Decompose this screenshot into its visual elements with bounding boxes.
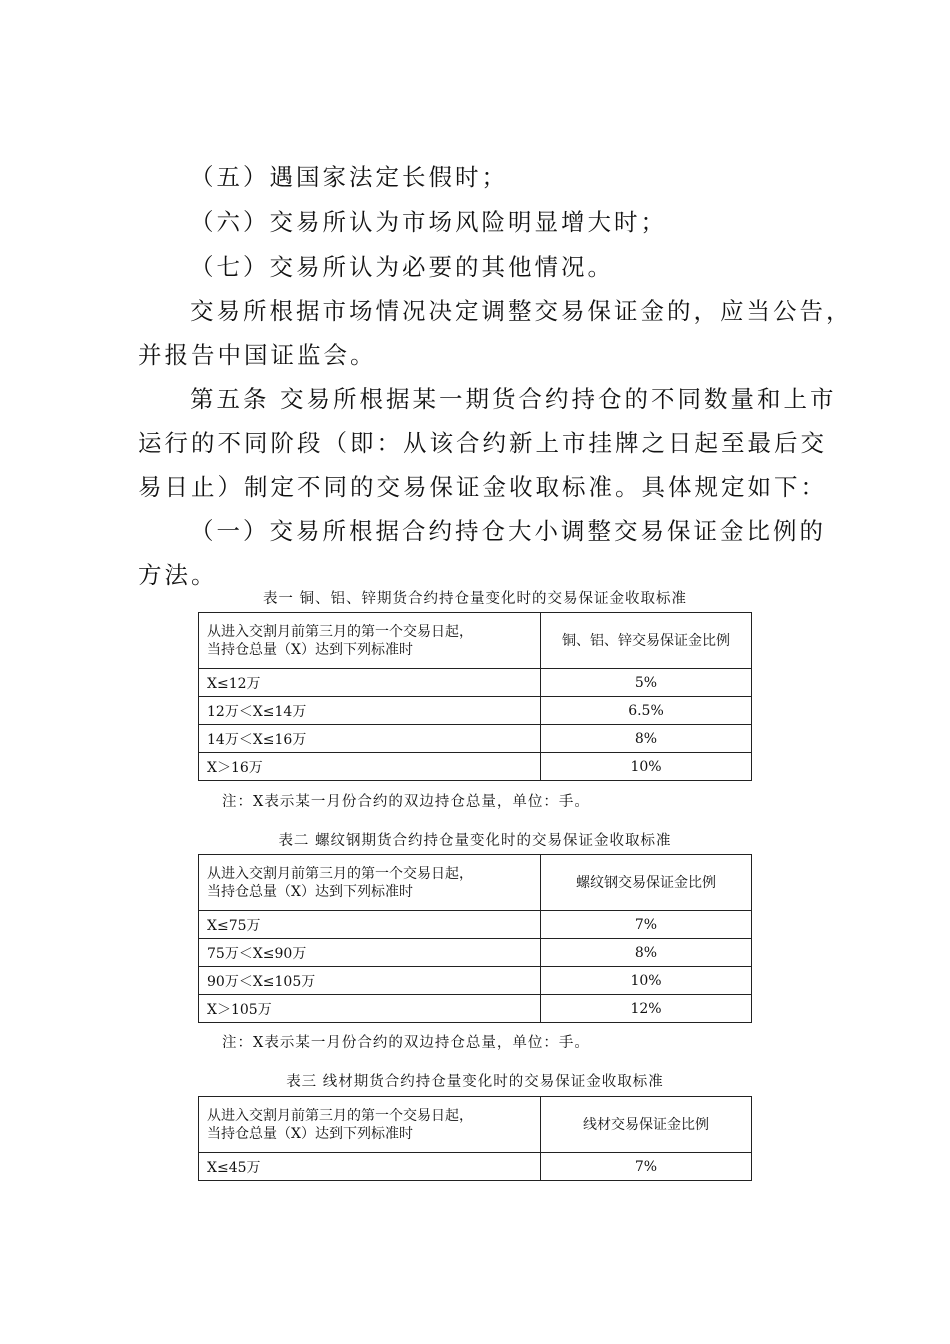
sub-item-1-line-1: （一）交易所根据合约持仓大小调整交易保证金比例的	[190, 517, 826, 545]
table-row: X＞105万 12%	[199, 995, 752, 1023]
table-row: X≤75万 7%	[199, 911, 752, 939]
table-row: 90万＜X≤105万 10%	[199, 967, 752, 995]
article-5-line-3: 易日止）制定不同的交易保证金收取标准。具体规定如下：	[138, 473, 827, 501]
table-1-header-ratio: 铜、铝、锌交易保证金比例	[541, 613, 752, 669]
table-row: 12万＜X≤14万 6.5%	[199, 697, 752, 725]
table-2-header-threshold: 从进入交割月前第三月的第一个交易日起， 当持仓总量（X）达到下列标准时	[199, 855, 541, 911]
table-row: X＞16万 10%	[199, 753, 752, 781]
table-1-header-threshold: 从进入交割月前第三月的第一个交易日起， 当持仓总量（X）达到下列标准时	[199, 613, 541, 669]
table-row: 14万＜X≤16万 8%	[199, 725, 752, 753]
article-5-line-2: 运行的不同阶段（即：从该合约新上市挂牌之日起至最后交	[138, 429, 827, 457]
item-6: （六）交易所认为市场风险明显增大时；	[190, 208, 667, 236]
table-2-note: 注：X表示某一月份合约的双边持仓总量，单位：手。	[222, 1035, 590, 1051]
adjust-paragraph-line-2: 并报告中国证监会。	[138, 341, 377, 369]
sub-item-1-line-2: 方法。	[138, 561, 218, 589]
table-2-header-ratio: 螺纹钢交易保证金比例	[541, 855, 752, 911]
adjust-paragraph-line-1: 交易所根据市场情况决定调整交易保证金的，应当公告，	[190, 297, 853, 325]
table-3-caption: 表三 线材期货合约持仓量变化时的交易保证金收取标准	[286, 1074, 664, 1090]
table-1-note: 注：X表示某一月份合约的双边持仓总量，单位：手。	[222, 794, 590, 810]
table-3-header-ratio: 线材交易保证金比例	[541, 1097, 752, 1153]
table-2-caption: 表二 螺纹钢期货合约持仓量变化时的交易保证金收取标准	[278, 833, 672, 849]
table-row: 75万＜X≤90万 8%	[199, 939, 752, 967]
table-3	[198, 1096, 752, 1181]
article-5-line-1: 第五条 交易所根据某一期货合约持仓的不同数量和上市	[190, 385, 837, 413]
table-1	[198, 612, 752, 781]
table-1-caption: 表一 铜、铝、锌期货合约持仓量变化时的交易保证金收取标准	[262, 591, 688, 607]
item-5: （五）遇国家法定长假时；	[190, 163, 508, 191]
table-2	[198, 854, 752, 1023]
table-3-header-threshold: 从进入交割月前第三月的第一个交易日起， 当持仓总量（X）达到下列标准时	[199, 1097, 541, 1153]
item-7: （七）交易所认为必要的其他情况。	[190, 253, 614, 281]
table-row: X≤12万 5%	[199, 669, 752, 697]
table-row: X≤45万 7%	[199, 1153, 752, 1181]
